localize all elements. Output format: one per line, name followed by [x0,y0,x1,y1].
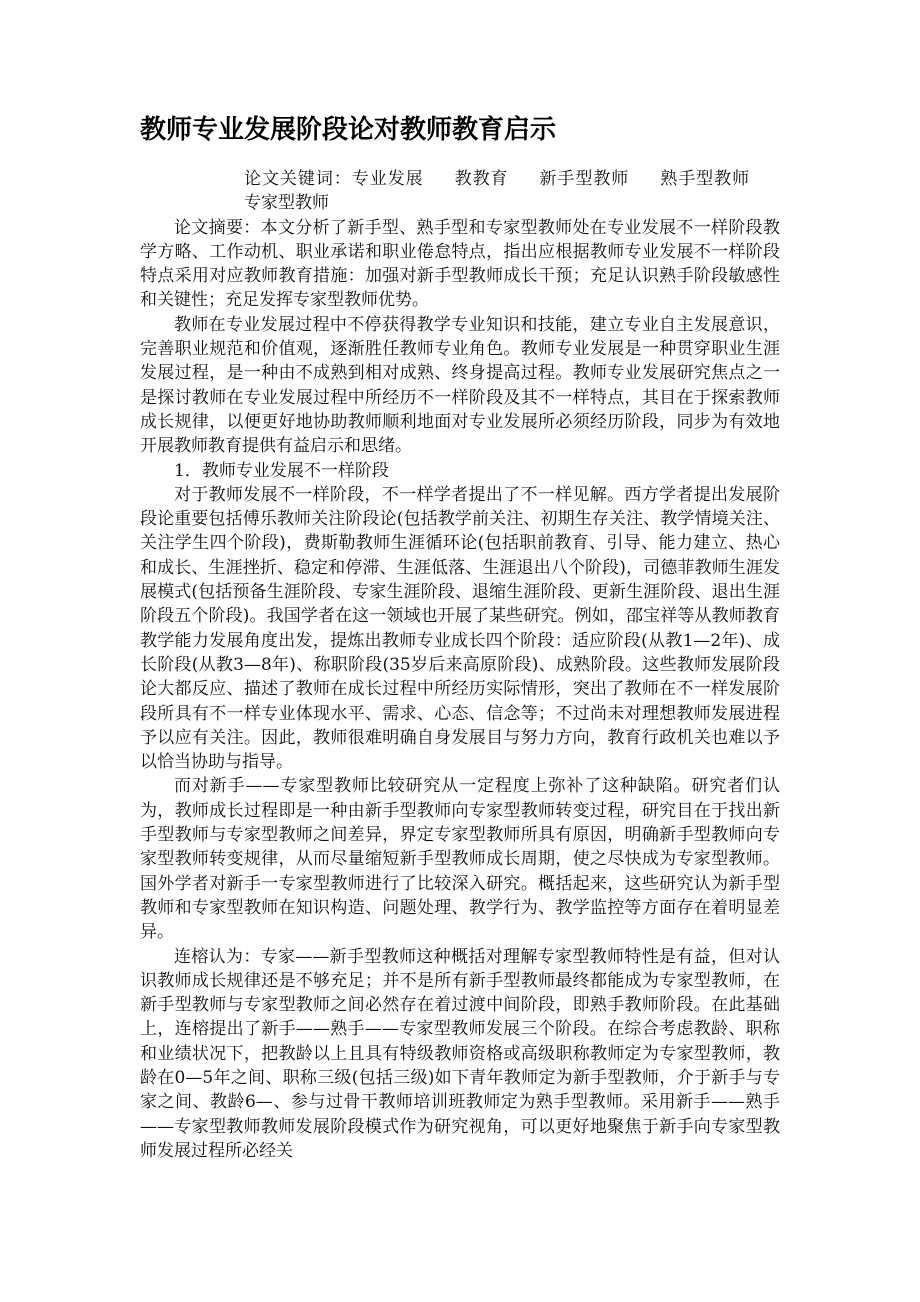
document-title: 教师专业发展阶段论对教师教育启示 [140,115,557,145]
abstract-paragraph: 论文摘要：本文分析了新手型、熟手型和专家型教师处在专业发展不一样阶段教学方略、工作动机、职业承诺和职业倦怠特点，指出应根据教师专业发展不一样阶段特点采用对应教师教育措施：加强对新手型教师成长干预；充足认识熟手阶段敏感性和关键性；充足发挥专家型教师优势。 [140,217,780,311]
keyword: 专家型教师 [244,193,329,214]
body-paragraph: 对于教师发展不一样阶段，不一样学者提出了不一样见解。西方学者提出发展阶段论重要包括傅乐教师关注阶段论(包括教学前关注、初期生存关注、教学情境关注、关注学生四个阶段)，费斯勒教师生涯循环论(包括职前教育、引导、能力建立、热心和成长、生涯挫折、稳定和停滞、生涯低落、生涯退出八个阶段)，司德菲教师生涯发展模式(包括预备生涯阶段、专家生涯阶段、退缩生涯阶段、更新生涯阶段、退出生涯阶段五个阶段)。我国学者在这一领域也开展了某些研究。例如，邵宝祥等从教师教育教学能力发展角度出发，提炼出教师专业成长四个阶段：适应阶段(从教1—2年)、成长阶段(从教3—8年)、称职阶段(35岁后来高原阶段)、成熟阶段。这些教师发展阶段论大都反应、描述了教师在成长过程中所经历实际情形，突出了教师在不一样发展阶段所具有不一样专业体现水平、需求、心态、信念等；不过尚未对理想教师发展进程予以应有关注。因此，教师很难明确自身发展目与努力方向，教育行政机关也难以予以恰当协助与指导。 [140,484,780,773]
keyword: 教教育 [453,169,509,189]
document-body [140,167,780,1163]
body-paragraph: 而对新手——专家型教师比较研究从一定程度上弥补了这种缺陷。研究者们认为，教师成长过程即是一种由新手型教师向专家型教师转变过程，研究目在于找出新手型教师与专家型教师之间差异，界定专家型教师所具有原因，明确新手型教师向专家型教师转变规律，从而尽量缩短新手型教师成长周期，使之尽快成为专家型教师。国外学者对新手一专家型教师进行了比较深入研究。概括起来，这些研究认为新手型教师和专家型教师在知识构造、问题处理、教学行为、教学监控等方面存在着明显差异。 [140,776,780,943]
intro-paragraph: 教师在专业发展过程中不停获得教学专业知识和技能，建立专业自主发展意识，完善职业规范和价值观，逐渐胜任教师专业角色。教师专业发展是一种贯穿职业生涯发展过程，是一种由不成熟到相对成熟、终身提高过程。教师专业发展研究焦点之一是探讨教师在专业发展过程中所经历不一样阶段及其不一样特点，其目在于探索教师成长规律，以便更好地协助教师顺利地面对专业发展所必须经历阶段，同步为有效地开展教师教育提供有益启示和思绪。 [140,314,780,457]
keywords-label: 论文关键词： [244,169,352,189]
keyword: 熟手型教师 [659,169,751,189]
keywords-line [140,167,780,216]
keyword: 新手型教师 [538,169,630,189]
body-paragraph: 连榕认为：专家——新手型教师这种概括对理解专家型教师特性是有益，但对认识教师成长规律还是不够充足；并不是所有新手型教师最终都能成为专家型教师，在新手型教师与专家型教师之间必然存在着过渡中间阶段，即熟手教师阶段。在此基础上，连榕提出了新手——熟手——专家型教师发展三个阶段。在综合考虑教龄、职称和业绩状况下，把教龄以上且具有特级教师资格或高级职称教师定为专家型教师，教龄在0—5年之间、职称三级(包括三级)如下青年教师定为新手型教师，介于新手与专家之间、教龄6—、参与过骨干教师培训班教师定为熟手型教师。采用新手——熟手——专家型教师教师发展阶段模式作为研究视角，可以更好地聚焦于新手向专家型教师发展过程所必经关 [140,946,780,1161]
section-heading: 1．教师专业发展不一样阶段 [174,460,389,481]
keyword: 专业发展 [351,169,424,189]
